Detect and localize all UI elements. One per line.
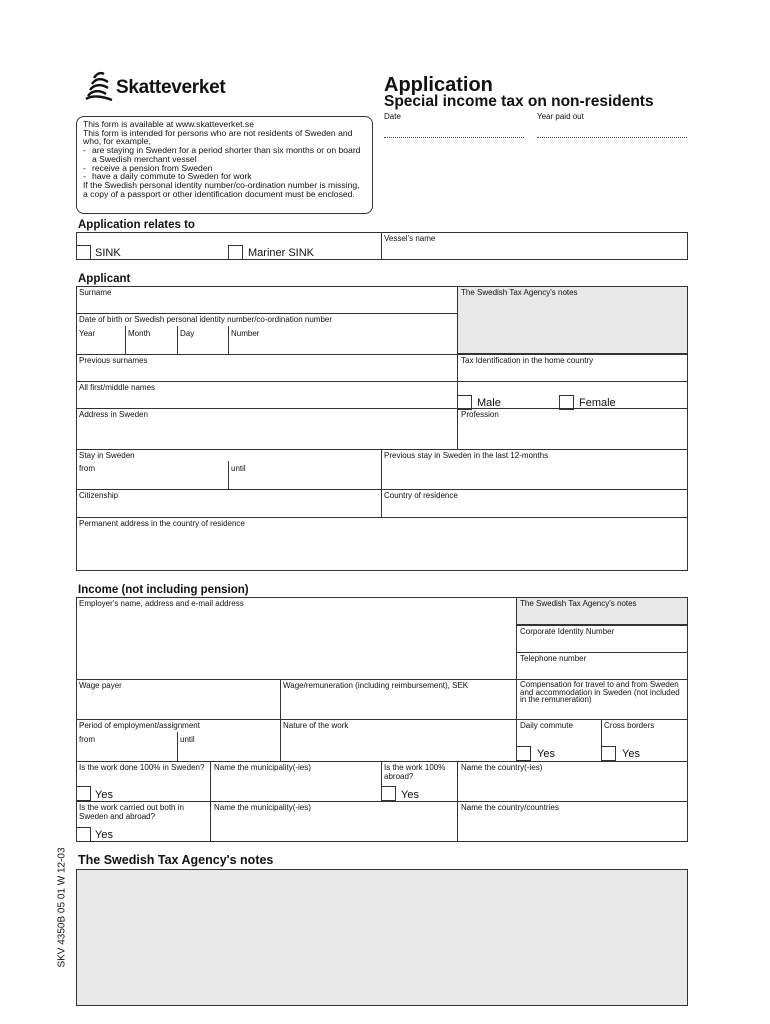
countries-label[interactable]: Name the country/countries: [461, 803, 559, 812]
year-paid-label: Year paid out: [537, 112, 584, 121]
day-label[interactable]: Day: [180, 329, 195, 338]
municipality-2-label[interactable]: Name the municipality(-ies): [214, 803, 311, 812]
tin-label[interactable]: Tax Identification in the home country: [461, 356, 594, 365]
daily-commute-yes-checkbox[interactable]: [516, 746, 531, 761]
tax-agency-notes-area: [76, 869, 688, 1006]
work-abroad-yes-checkbox[interactable]: [381, 786, 396, 801]
date-field[interactable]: [384, 137, 524, 138]
dob-label: Date of birth or Swedish personal identity number/co-ordination number: [79, 315, 333, 324]
cross-borders-label: Cross borders: [604, 721, 655, 730]
compensation-label[interactable]: Compensation for travel to and from Sweden and accommodation in Sweden (not included in the remuneration): [520, 680, 680, 705]
cross-borders-yes-checkbox[interactable]: [601, 746, 616, 761]
section-relates-title: Application relates to: [78, 219, 195, 231]
section-income-title: Income (not including pension): [78, 584, 249, 596]
country-label[interactable]: Name the country(-ies): [461, 763, 543, 772]
number-label[interactable]: Number: [231, 329, 260, 338]
work-abroad-label: Is the work 100% abroad?: [384, 763, 446, 781]
info-line-id: If the Swedish personal identity number/co-ordination number is missing, a copy of a passport or other identification document must be enclosed.: [83, 179, 360, 199]
logo-text: Skatteverket: [116, 77, 226, 98]
info-line-url: This form is available at www.skatteverket.se: [83, 119, 254, 129]
vessel-name-label: Vessel's name: [384, 234, 436, 243]
info-box: [76, 116, 373, 214]
month-label[interactable]: Month: [128, 329, 151, 338]
stay-until-label[interactable]: until: [231, 464, 246, 473]
telephone-label[interactable]: Telephone number: [520, 654, 587, 663]
applicant-agency-notes-label: The Swedish Tax Agency's notes: [461, 288, 578, 297]
corporate-id-label[interactable]: Corporate Identity Number: [520, 627, 615, 636]
mariner-sink-label: Mariner SINK: [248, 247, 315, 259]
daily-commute-label: Daily commute: [520, 721, 573, 730]
divider: [125, 326, 126, 354]
divider: [228, 326, 229, 354]
period-until-label[interactable]: until: [180, 735, 195, 744]
divider: [76, 761, 688, 762]
divider: [76, 719, 688, 720]
stay-sweden-label: Stay in Sweden: [79, 451, 135, 460]
municipality-label[interactable]: Name the municipality(-ies): [214, 763, 311, 772]
form-subtitle: Special income tax on non-residents: [384, 93, 654, 110]
skatteverket-logo: [84, 68, 244, 104]
form-code: SKV 4350B 05 01 W 12-03: [56, 847, 68, 968]
divider: [76, 801, 688, 802]
daily-commute-yes-label: Yes: [537, 748, 555, 760]
previous-surnames-label[interactable]: Previous surnames: [79, 356, 148, 365]
divider: [280, 679, 281, 762]
first-names-label[interactable]: All first/middle names: [79, 383, 156, 392]
form-title: Application: [384, 74, 493, 96]
citizenship-label[interactable]: Citizenship: [79, 491, 119, 500]
work-both-yes-label: Yes: [95, 829, 113, 841]
relates-box: [76, 232, 688, 260]
info-bullet-1: - are staying in Sweden for a period shorter than six months or on board a Swedish merchant vessel: [83, 145, 361, 164]
divider: [76, 408, 688, 409]
stay-from-label[interactable]: from: [79, 464, 95, 473]
sink-label: SINK: [95, 247, 121, 259]
crown-logo-icon: [84, 68, 114, 102]
divider: [516, 625, 688, 626]
female-label: Female: [579, 397, 616, 409]
divider: [76, 381, 688, 382]
section-applicant-title: Applicant: [78, 273, 131, 285]
divider: [381, 449, 382, 517]
info-bullet-3: - have a daily commute to Sweden for work: [83, 171, 252, 182]
permanent-address-label[interactable]: Permanent address in the country of residence: [79, 519, 245, 528]
nature-work-label[interactable]: Nature of the work: [283, 721, 349, 730]
divider: [381, 232, 382, 260]
previous-stay-label[interactable]: Previous stay in Sweden in the last 12-months: [384, 451, 549, 460]
divider: [76, 517, 688, 518]
period-from-label[interactable]: from: [79, 735, 95, 744]
wage-payer-label[interactable]: Wage payer: [79, 681, 122, 690]
work-both-label: Is the work carried out both in Sweden and abroad?: [79, 803, 184, 821]
country-residence-label[interactable]: Country of residence: [384, 491, 458, 500]
divider: [76, 449, 688, 450]
work-sweden-yes-checkbox[interactable]: [76, 786, 91, 801]
section-notes-title: The Swedish Tax Agency's notes: [78, 853, 274, 867]
address-sweden-label[interactable]: Address in Sweden: [79, 410, 148, 419]
divider: [76, 313, 457, 314]
divider: [76, 354, 688, 355]
work-sweden-yes-label: Yes: [95, 789, 113, 801]
info-line-intro: This form is intended for persons who are not residents of Sweden and who, for example,: [83, 127, 353, 147]
divider: [177, 326, 178, 354]
income-agency-notes-label: The Swedish Tax Agency's notes: [520, 599, 637, 608]
wage-label[interactable]: Wage/remuneration (including reimbursement), SEK: [283, 681, 469, 690]
divider: [177, 732, 178, 762]
date-label: Date: [384, 112, 401, 121]
work-abroad-yes-label: Yes: [401, 789, 419, 801]
cross-borders-yes-label: Yes: [622, 748, 640, 760]
employer-label[interactable]: Employer's name, address and e-mail address: [79, 599, 244, 608]
info-bullet-2: - receive a pension from Sweden: [83, 162, 213, 173]
period-label: Period of employment/assignment: [79, 721, 200, 730]
work-sweden-label: Is the work done 100% in Sweden?: [79, 763, 205, 772]
surname-label[interactable]: Surname: [79, 288, 112, 297]
year-label[interactable]: Year: [79, 329, 96, 338]
profession-label[interactable]: Profession: [461, 410, 499, 419]
male-label: Male: [477, 397, 501, 409]
year-paid-field[interactable]: [537, 137, 687, 138]
divider: [76, 489, 688, 490]
mariner-sink-checkbox[interactable]: [228, 245, 243, 260]
divider: [228, 461, 229, 489]
divider: [516, 652, 688, 653]
work-both-yes-checkbox[interactable]: [76, 827, 91, 842]
divider: [457, 286, 458, 449]
sink-checkbox[interactable]: [76, 245, 91, 260]
